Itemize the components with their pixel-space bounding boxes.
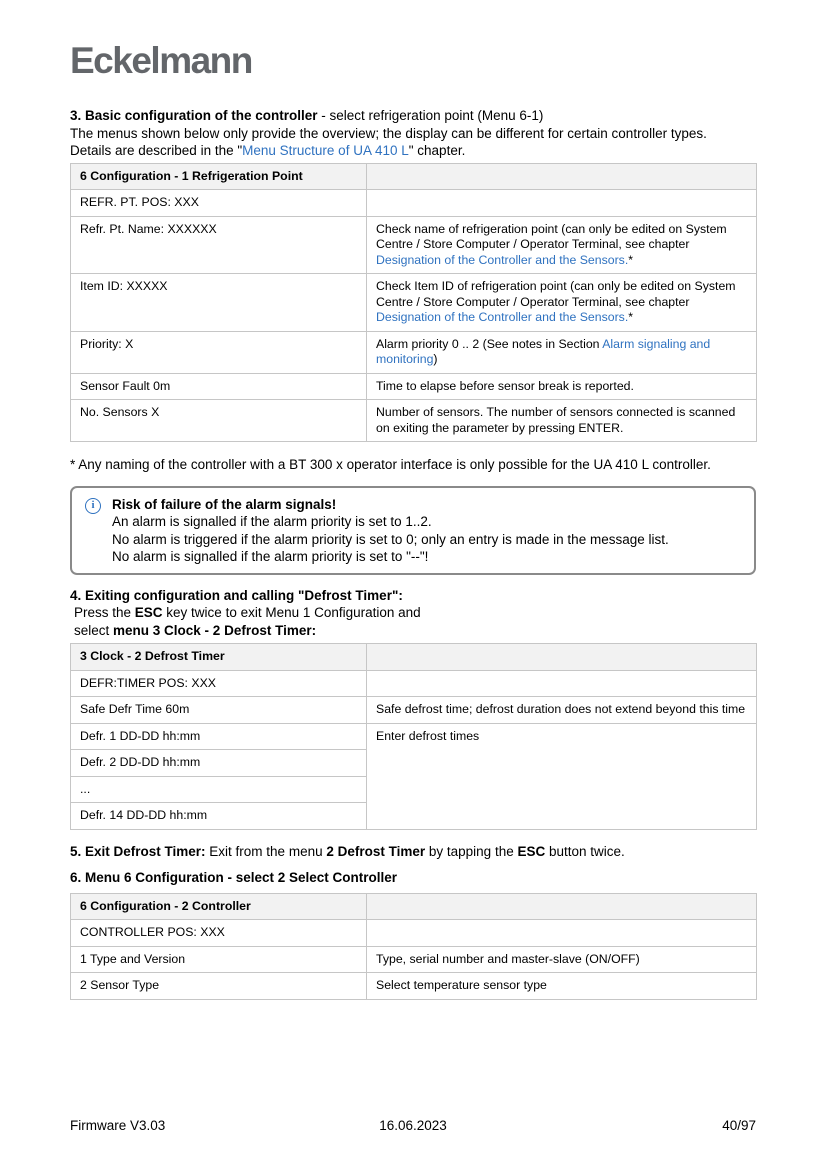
step4-line2-post: key twice to exit Menu 1 Configuration and bbox=[162, 605, 421, 620]
desc-cell bbox=[367, 331, 757, 373]
table-row bbox=[71, 670, 757, 697]
table1-header-cell-empty bbox=[367, 163, 757, 190]
desc-post: ) bbox=[433, 352, 438, 366]
infobox-line: No alarm is signalled if the alarm priority is set to "--"! bbox=[112, 549, 429, 564]
desc-cell bbox=[367, 216, 757, 274]
step3-line2: The menus shown below only provide the overview; the display can be different for certain controller types. bbox=[70, 125, 707, 141]
step3-section bbox=[70, 107, 756, 160]
step4-line3-pre: select bbox=[74, 622, 114, 638]
table2-header-cell-empty bbox=[367, 644, 757, 671]
table-row bbox=[71, 697, 757, 724]
param-cell: Safe Defr Time 60m bbox=[71, 697, 367, 724]
step5-text2: by tapping the bbox=[425, 843, 518, 859]
param-cell: No. Sensors X bbox=[71, 400, 367, 442]
table1-header-cell: 6 Configuration - 1 Refrigeration Point bbox=[71, 163, 367, 190]
table-header-row bbox=[71, 644, 757, 671]
desc-cell bbox=[367, 274, 757, 332]
defrost-timer-menu-label: 2 Defrost Timer bbox=[326, 843, 426, 859]
param-cell: Item ID: XXXXX bbox=[71, 274, 367, 332]
table-header-row bbox=[71, 893, 757, 920]
footnote: * Any naming of the controller with a BT 300 x operator interface is only possible for the UA 410 L controller. bbox=[70, 457, 711, 472]
table-row bbox=[71, 274, 757, 332]
infobox-line: An alarm is signalled if the alarm priority is set to 1..2. bbox=[112, 514, 432, 529]
desc-post: * bbox=[628, 252, 634, 267]
param-cell: DEFR:TIMER POS: XXX bbox=[71, 670, 367, 697]
desc-cell: Select temperature sensor type bbox=[367, 973, 757, 1000]
param-cell: 1 Type and Version bbox=[71, 946, 367, 973]
step3-heading-rest: - select refrigeration point (Menu 6-1) bbox=[317, 108, 544, 123]
desc-cell bbox=[367, 920, 757, 947]
step3-heading-bold: 3. Basic configuration of the controller bbox=[70, 108, 318, 123]
step4-heading bbox=[70, 587, 756, 605]
defrost-timer-table bbox=[70, 643, 757, 830]
desc-cell: Number of sensors. The number of sensors connected is scanned on exiting the parameter by pressing ENTER. bbox=[367, 400, 757, 442]
desc-cell: Time to elapse before sensor break is reported. bbox=[367, 373, 757, 400]
designation-link[interactable]: Designation of the Controller and the Sensors. bbox=[376, 310, 629, 324]
page-footer bbox=[70, 1118, 756, 1133]
param-cell: Defr. 1 DD-DD hh:mm bbox=[71, 723, 367, 750]
infobox-line: No alarm is triggered if the alarm priority is set to 0; only an entry is made in the message list. bbox=[112, 531, 669, 547]
table-row bbox=[71, 331, 757, 373]
footer-page-number: 40/97 bbox=[722, 1118, 757, 1133]
param-cell: Refr. Pt. Name: XXXXXX bbox=[71, 216, 367, 274]
table-header-row bbox=[71, 163, 757, 190]
info-icon: i bbox=[85, 498, 101, 514]
table-row bbox=[71, 373, 757, 400]
eckelmann-logo: Eckelmann bbox=[70, 40, 252, 81]
param-cell: CONTROLLER POS: XXX bbox=[71, 920, 367, 947]
table-row bbox=[71, 723, 757, 750]
step6-heading-text: 6. Menu 6 Configuration - select 2 Select Controller bbox=[70, 870, 398, 885]
param-cell: Sensor Fault 0m bbox=[71, 373, 367, 400]
step5-text1: Exit from the menu bbox=[205, 843, 327, 859]
desc-text: Check name of refrigeration point (can only be edited on System Centre / Store Computer / Operator Terminal, see chapter bbox=[376, 221, 727, 251]
param-cell: Defr. 2 DD-DD hh:mm bbox=[71, 750, 367, 777]
param-cell: REFR. PT. POS: XXX bbox=[71, 190, 367, 217]
step4-line2-pre: Press the bbox=[74, 605, 135, 620]
esc-key-label: ESC bbox=[517, 843, 546, 859]
step3-heading bbox=[70, 107, 756, 125]
table-row bbox=[71, 400, 757, 442]
step5-text3: button twice. bbox=[545, 843, 625, 859]
step6-heading bbox=[70, 869, 756, 887]
refrigeration-point-table bbox=[70, 163, 757, 443]
table-row bbox=[71, 973, 757, 1000]
alarm-signaling-link[interactable]: Alarm signaling and monitoring bbox=[376, 336, 711, 366]
controller-table bbox=[70, 893, 757, 1000]
menu-structure-link[interactable]: Menu Structure of UA 410 L bbox=[242, 143, 409, 158]
desc-text: Alarm priority 0 .. 2 (See notes in Section bbox=[376, 336, 603, 351]
param-cell: 2 Sensor Type bbox=[71, 973, 367, 1000]
step4-line2 bbox=[70, 604, 756, 622]
param-cell: Priority: X bbox=[71, 331, 367, 373]
desc-cell-merged: Enter defrost times bbox=[367, 723, 757, 829]
desc-cell bbox=[367, 190, 757, 217]
step5-line bbox=[70, 843, 756, 861]
step3-line3-post: " chapter. bbox=[408, 143, 466, 158]
table3-header-cell: 6 Configuration - 2 Controller bbox=[71, 893, 367, 920]
step3-line3 bbox=[70, 142, 756, 160]
footer-date: 16.06.2023 bbox=[379, 1118, 447, 1133]
table-row bbox=[71, 216, 757, 274]
desc-cell: Safe defrost time; defrost duration does not extend beyond this time bbox=[367, 697, 757, 724]
table2-header-cell: 3 Clock - 2 Defrost Timer bbox=[71, 644, 367, 671]
step4-section bbox=[70, 587, 756, 640]
step4-line3 bbox=[70, 622, 756, 640]
desc-text: Check Item ID of refrigeration point (can only be edited on System Centre / Store Computer / Operator Terminal, see chapter bbox=[376, 279, 736, 309]
step4-line3-bold: menu 3 Clock - 2 Defrost Timer: bbox=[113, 622, 317, 638]
esc-key-label: ESC bbox=[134, 605, 163, 620]
desc-post: * bbox=[628, 310, 634, 324]
alarm-warning-infobox bbox=[70, 486, 756, 575]
desc-cell bbox=[367, 670, 757, 697]
table-row bbox=[71, 920, 757, 947]
table-row bbox=[71, 946, 757, 973]
step5-heading-bold: 5. Exit Defrost Timer: bbox=[70, 843, 206, 859]
param-cell: ... bbox=[71, 776, 367, 803]
footer-firmware-version: Firmware V3.03 bbox=[70, 1118, 166, 1133]
step4-heading-text: 4. Exiting configuration and calling "Defrost Timer": bbox=[70, 587, 403, 603]
table-row bbox=[71, 190, 757, 217]
designation-link[interactable]: Designation of the Controller and the Sensors. bbox=[376, 252, 629, 267]
infobox-content bbox=[112, 496, 669, 566]
param-cell: Defr. 14 DD-DD hh:mm bbox=[71, 803, 367, 830]
step3-line3-pre: Details are described in the " bbox=[70, 143, 243, 158]
infobox-title bbox=[112, 496, 669, 514]
table3-header-cell-empty bbox=[367, 893, 757, 920]
desc-cell: Type, serial number and master-slave (ON/OFF) bbox=[367, 946, 757, 973]
infobox-title-text: Risk of failure of the alarm signals! bbox=[112, 496, 337, 512]
